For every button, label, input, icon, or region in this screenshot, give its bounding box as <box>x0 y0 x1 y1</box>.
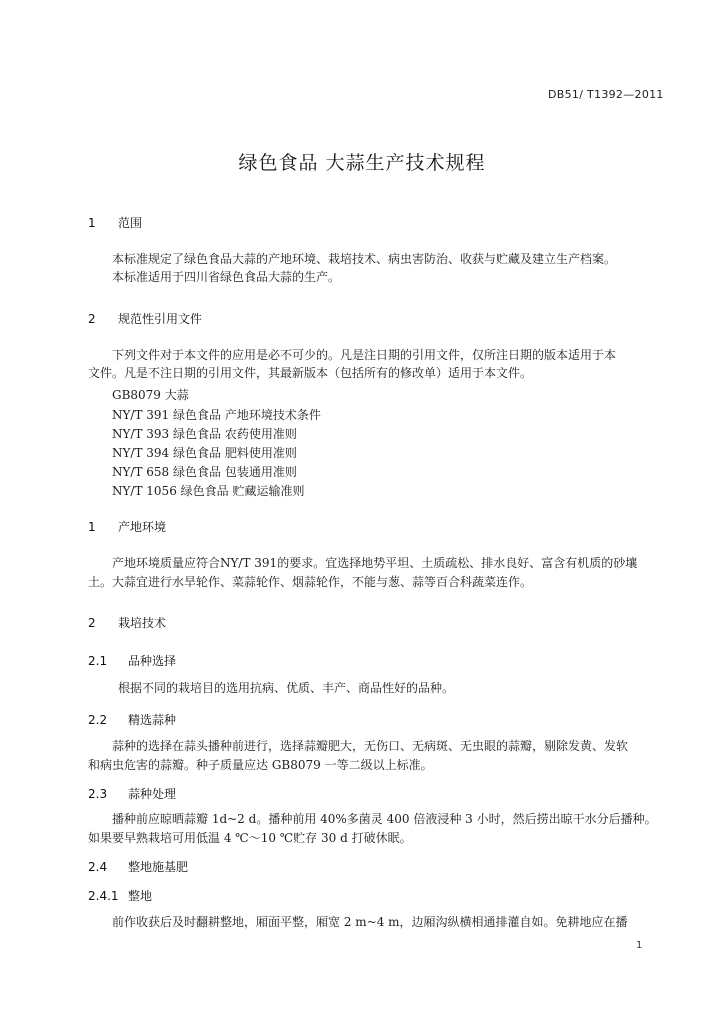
paragraph-line: 土。大蒜宜进行水旱轮作、菜蒜轮作、烟蒜轮作，不能与葱、蒜等百合科蔬菜连作。 <box>88 575 533 589</box>
paragraph-line: 如果要早熟栽培可用低温 4 ℃～10 ℃贮存 30 d 打破休眠。 <box>88 831 412 845</box>
section-number: 2 <box>88 312 96 326</box>
paragraph-line: 蒜种的选择在蒜头播种前进行，选择蒜瓣肥大，无伤口、无病斑、无虫眼的蒜瓣，剔除发黄、发软 <box>112 739 629 753</box>
document-code: DB51/ T1392—2011 <box>548 88 664 101</box>
paragraph-line: 前作收获后及时翻耕整地，厢面平整，厢宽 2 m~4 m，边厢沟纵横相通排灌自如。免耕地应在播 <box>112 915 628 929</box>
subsection-title: 整地 <box>128 889 153 903</box>
paragraph-line: 播种前应晾晒蒜瓣 1d~2 d。播种前用 40%多菌灵 400 倍液浸种 3 小时，然后捞出晾干水分后播种。 <box>112 812 657 826</box>
subsection-number: 2.2 <box>88 713 108 727</box>
section-heading-references <box>88 310 202 327</box>
section-heading-environment <box>88 518 166 535</box>
paragraph: 根据不同的栽培目的选用抗病、优质、丰产、商品性好的品种。 <box>118 681 455 695</box>
reference-item: GB8079 大蒜 <box>112 388 189 402</box>
document-title: 绿色食品 大蒜生产技术规程 <box>238 152 486 174</box>
subsection-heading <box>88 652 176 669</box>
section-number: 1 <box>88 520 96 534</box>
subsection-number: 2.1 <box>88 654 108 668</box>
reference-item: NY/T 391 绿色食品 产地环境技术条件 <box>112 408 321 422</box>
subsection-title: 品种选择 <box>128 654 177 668</box>
paragraph-line: 和病虫危害的蒜瓣。种子质量应达 GB8079 一等二级以上标准。 <box>88 758 433 772</box>
subsubsection-heading <box>88 887 152 904</box>
subsection-title: 精选蒜种 <box>128 713 177 727</box>
subsection-heading <box>88 858 188 875</box>
section-title: 规范性引用文件 <box>118 312 203 326</box>
section-title: 产地环境 <box>118 520 167 534</box>
subsection-title: 蒜种处理 <box>128 787 177 801</box>
reference-item: NY/T 393 绿色食品 农药使用准则 <box>112 427 297 441</box>
section-title: 栽培技术 <box>118 616 167 630</box>
section-heading-scope <box>88 214 142 231</box>
section-title: 范围 <box>118 216 143 230</box>
paragraph-line: 文件。凡是不注日期的引用文件，其最新版本（包括所有的修改单）适用于本文件。 <box>88 366 533 380</box>
paragraph: 本标准适用于四川省绿色食品大蒜的生产。 <box>112 270 341 284</box>
section-number: 2 <box>88 616 96 630</box>
subsection-number: 2.4.1 <box>88 889 119 903</box>
subsection-title: 整地施基肥 <box>128 860 189 874</box>
subsection-heading <box>88 785 176 802</box>
paragraph: 本标准规定了绿色食品大蒜的产地环境、栽培技术、病虫害防治、收获与贮藏及建立生产档案。 <box>112 252 617 266</box>
page-number: 1 <box>636 940 643 951</box>
reference-item: NY/T 1056 绿色食品 贮藏运输准则 <box>112 484 305 498</box>
paragraph-line: 下列文件对于本文件的应用是必不可少的。凡是注日期的引用文件，仅所注日期的版本适用于本 <box>112 348 617 362</box>
subsection-number: 2.4 <box>88 860 108 874</box>
subsection-number: 2.3 <box>88 787 108 801</box>
reference-item: NY/T 658 绿色食品 包装通用准则 <box>112 465 297 479</box>
subsection-heading <box>88 711 176 728</box>
reference-item: NY/T 394 绿色食品 肥料使用准则 <box>112 446 297 460</box>
section-heading-cultivation <box>88 614 166 631</box>
paragraph-line: 产地环境质量应符合NY/T 391的要求。宜选择地势平坦、土质疏松、排水良好、富含有机质的砂壤 <box>112 556 638 570</box>
section-number: 1 <box>88 216 96 230</box>
